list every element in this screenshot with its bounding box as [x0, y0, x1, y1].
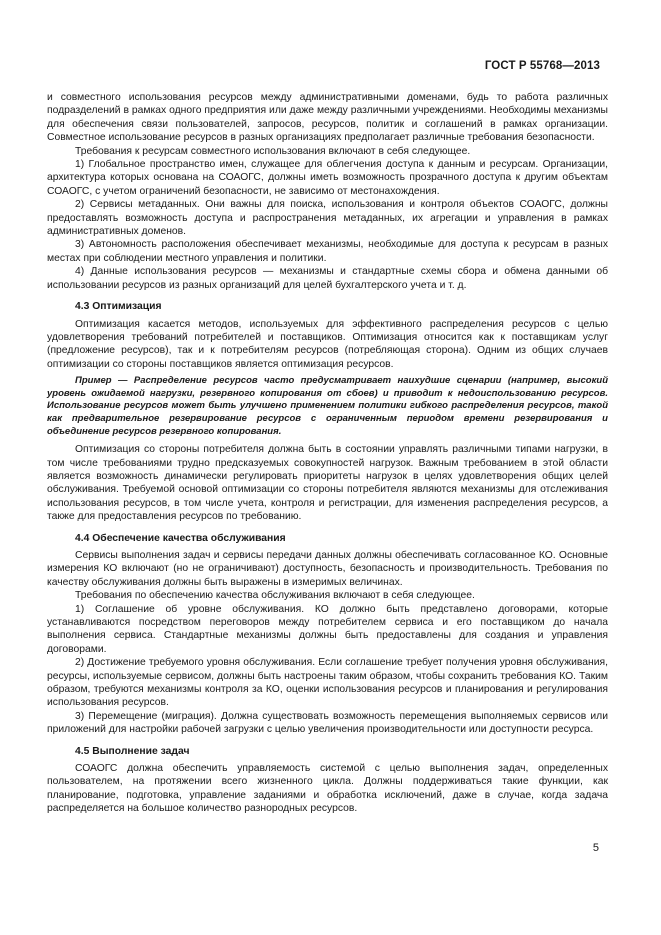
section-heading-4-3: 4.3 Оптимизация	[75, 301, 162, 313]
list-item: 2) Сервисы метаданных. Они важны для поиска, использования и контроля объектов СОАОГС, должны предоставлять возможность доступа и распространения метаданных, их агрегации и управления в рамках административных доменов.	[47, 199, 608, 238]
document-body	[47, 91, 608, 816]
standard-id-header: ГОСТ Р 55768—2013	[484, 60, 600, 72]
paragraph: Требования по обеспечению качества обслуживания включают в себя следующее.	[75, 590, 475, 602]
section-heading-4-4: 4.4 Обеспечение качества обслуживания	[75, 532, 286, 544]
list-item: 3) Автономность расположения обеспечивает механизмы, необходимые для доступа к ресурсам в разных местах при соблюдении местного управления и политики.	[47, 239, 608, 264]
paragraph: СОАОГС должна обеспечить управляемость системой с целью выполнения задач, определенных пользователем, на протяжении всего жизненного цикла. Должны поддерживаться такие функции, как планирование, подготовка, управление заданиями и обработка исключений, даже в случае, когда задача распределяется на большое количество разнородных ресурсов.	[47, 763, 608, 815]
list-item: 4) Данные использования ресурсов — механизмы и стандартные схемы сбора и обмена данными об использовании ресурсов из разных организаций для целей бухгалтерского учета и т. д.	[47, 266, 608, 291]
list-item: 1) Соглашение об уровне обслуживания. КО должно быть представлено договорами, которые устанавливаются посредством переговоров между потребителем сервиса и его поставщиком до начала выполнения сервиса. Стандартные механизмы должны быть предоставлены для создания и управления договорами.	[47, 603, 608, 655]
paragraph: Сервисы выполнения задач и сервисы передачи данных должны обеспечивать согласованное КО. Основные измерения КО включают (но не ограничивают) доступность, безопасность и производительность. Требования по качеству обслуживания должны быть выражены в измеримых величинах.	[47, 549, 608, 588]
section-heading-4-5: 4.5 Выполнение задач	[75, 745, 190, 757]
list-item: 1) Глобальное пространство имен, служащее для облегчения доступа к данным и ресурсам. Организации, архитектура которых основана на СОАОГС, должны иметь возможность прозрачного доступа к другим объектам СОАОГС, с учетом ограничений безопасности, не зависимо от местонахождения.	[47, 159, 608, 197]
paragraph: и совместного использования ресурсов между административными доменами, будь то работа различных подразделений в рамках одного предприятия или даже между различными учреждениями. Необходимы механизмы для обеспечения связи пользователей, запросов, ресурсов, политик и соглашений в рамках организации. Совместное использование ресурсов в разных организациях предполагает различные требования безопасности.	[47, 92, 608, 144]
example-note: Пример — Распределение ресурсов часто предусматривает наихудшие сценарии (например, высокий уровень ожидаемой нагрузки, резервного копирования от сбоев) и приводит к недоиспользованию ресурсов. Использование ресурсов может быть улучшено применением политики гибкого распределения ресурсов, такой как предварительное резервирование ресурсов с ограниченным периодом времени резервирования и объединение ресурсов резервного копирования.	[47, 375, 608, 437]
list-item: 3) Перемещение (миграция). Должна существовать возможность перемещения выполняемых сервисов или приложений для настройки рабочей загрузки с целью увеличения производительности или доступности ресурса.	[47, 710, 608, 736]
paragraph: Оптимизация со стороны потребителя должна быть в состоянии управлять различными типами нагрузки, в том числе требованиями трудно предсказуемых совокупностей нагрузок. Важным требованием в этой области является возможность динамически регулировать приоритеты нагрузок в целях удовлетворения общих целей обслуживания. Требуемой основой оптимизации со стороны потребителя являются механизмы для отслеживания использования ресурсов, в том числе учета, контроля и регистрации, для изменения распределения ресурсов, а также для предоставления ресурсов по требованию.	[47, 444, 608, 523]
page-number: 5	[592, 842, 599, 854]
list-item: 2) Достижение требуемого уровня обслуживания. Если соглашение требует получения уровня обслуживания, ресурсы, используемые сервисом, должны быть настроены таким образом, чтобы сохранить требования КО. Таким образом, требуются механизмы контроля за КО, оценки использования ресурсов и планирования и регулирования использования ресурсов.	[47, 657, 608, 709]
paragraph: Оптимизация касается методов, используемых для эффективного распределения ресурсов с целью удовлетворения требований потребителей и поставщиков. Оптимизация относится как к поставщикам услуг (предложение ресурсов), так и к потребителям ресурсов (потребляющая сторона). Одним из общих случаев оптимизации со стороны поставщиков является оптимизация ресурсов.	[47, 318, 608, 370]
paragraph: Требования к ресурсам совместного использования включают в себя следующее.	[75, 145, 471, 157]
